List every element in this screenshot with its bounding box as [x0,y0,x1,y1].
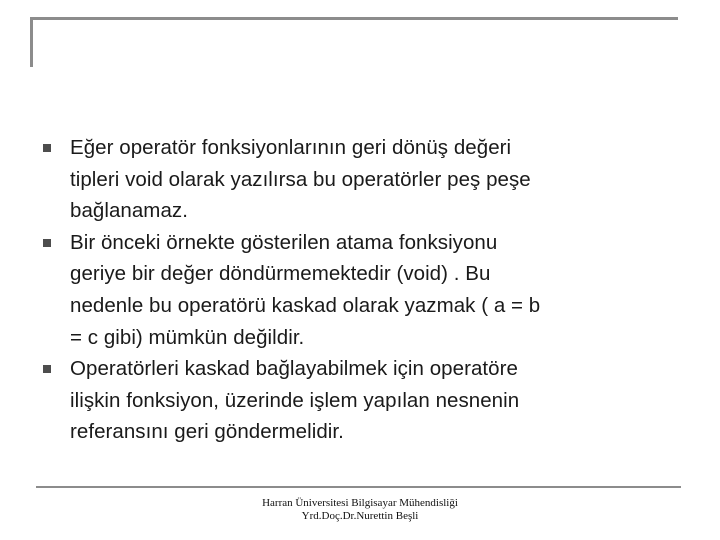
square-bullet-icon [43,239,51,247]
bullet-text: Operatörleri kaskad bağlayabilmek için operatöre ilişkin fonksiyon, üzerinde işlem yapılan nesnenin referansını geri göndermelidir. [70,357,520,444]
bullet-text: Eğer operatör fonksiyonlarının geri dönüş değeri tipleri void olarak yazılırsa bu operatörler peş peşe bağlanamaz. [70,136,531,223]
bullet-item [40,353,680,448]
bullet-item [40,132,680,227]
square-bullet-icon [43,365,51,373]
bullet-item [40,227,680,353]
footer-rule [36,486,681,488]
footer-institution: Harran Üniversitesi Bilgisayar Mühendisliği [262,497,458,509]
frame-left-rule [30,17,33,67]
footer [0,497,720,523]
footer-author: Yrd.Doç.Dr.Nurettin Beşli [301,510,419,522]
bullet-list [40,132,680,448]
bullet-text: Bir önceki örnekte gösterilen atama fonksiyonu geriye bir değer döndürmemektedir (void) . Bu nedenle bu operatörü kaskad olarak yazmak ( a = b = c gibi) mümkün değildir. [70,230,541,349]
square-bullet-icon [43,144,51,152]
frame-top-rule [30,17,678,20]
